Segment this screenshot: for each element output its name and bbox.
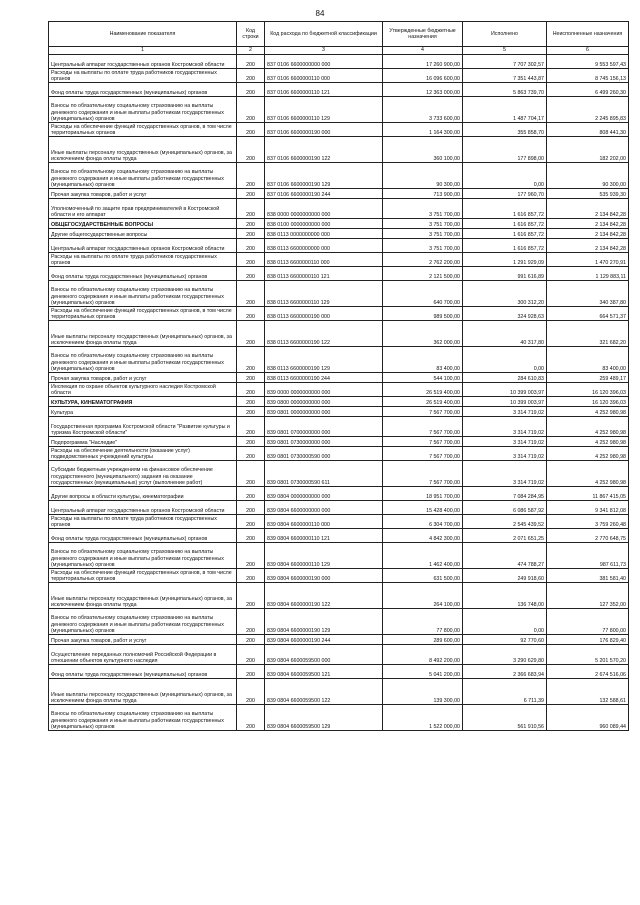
executed-amount: 2 545 439,52 [463, 515, 547, 529]
table-row [49, 163, 629, 189]
approved-amount: 90 300,00 [383, 163, 463, 189]
approved-amount: 631 500,00 [383, 569, 463, 583]
header-executed: Исполнено [463, 22, 547, 47]
line-code: 200 [237, 373, 265, 383]
approved-amount: 3 751 700,00 [383, 199, 463, 219]
classification-code: 839 0800 0000000000 000 [265, 397, 383, 407]
table-row [49, 437, 629, 447]
table-row [49, 417, 629, 437]
executed-amount: 0,00 [463, 609, 547, 635]
classification-code: 839 0801 0730000590 000 [265, 447, 383, 461]
remaining-amount: 4 252 980,98 [547, 417, 629, 437]
remaining-amount: 808 441,30 [547, 123, 629, 137]
approved-amount: 15 428 400,00 [383, 501, 463, 515]
executed-amount: 136 748,00 [463, 583, 547, 609]
indicator-name: Осуществление переданных полномочий Российской Федерации в отношении объектов культурного наследия [49, 645, 237, 665]
classification-code: 839 0804 6600059500 121 [265, 665, 383, 679]
executed-amount: 3 314 719,02 [463, 437, 547, 447]
remaining-amount: 2 134 842,28 [547, 229, 629, 239]
approved-amount: 2 121 500,00 [383, 267, 463, 281]
approved-amount: 362 000,00 [383, 321, 463, 347]
classification-code: 839 0804 6600000110 121 [265, 529, 383, 543]
indicator-name: Центральный аппарат государственных органов Костромской области [49, 239, 237, 253]
table-row [49, 55, 629, 69]
column-number: 2 [237, 47, 265, 55]
indicator-name: Иные выплаты персоналу государственных (муниципальных) органов, за исключением фонда оплаты труда [49, 679, 237, 705]
classification-code: 839 0801 0730000590 611 [265, 461, 383, 487]
line-code: 200 [237, 123, 265, 137]
indicator-name: Фонд оплаты труда государственных (муниципальных) органов [49, 83, 237, 97]
table-row [49, 267, 629, 281]
approved-amount: 139 300,00 [383, 679, 463, 705]
table-row [49, 461, 629, 487]
executed-amount: 10 399 003,97 [463, 397, 547, 407]
approved-amount: 8 492 200,00 [383, 645, 463, 665]
table-row [49, 635, 629, 645]
approved-amount: 264 100,00 [383, 583, 463, 609]
line-code: 200 [237, 321, 265, 347]
indicator-name: Расходы на обеспечение функций государственных органов, в том числе территориальных органов [49, 123, 237, 137]
indicator-name: Расходы на обеспечение функций государственных органов, в том числе территориальных органов [49, 307, 237, 321]
classification-code: 838 0113 6600000110 121 [265, 267, 383, 281]
line-code: 200 [237, 253, 265, 267]
remaining-amount: 4 252 980,98 [547, 407, 629, 417]
indicator-name: Государственная программа Костромской области "Развитие культуры и туризма Костромской области" [49, 417, 237, 437]
executed-amount: 177 960,70 [463, 189, 547, 199]
table-row [49, 281, 629, 307]
remaining-amount: 381 581,40 [547, 569, 629, 583]
approved-amount: 26 519 400,00 [383, 397, 463, 407]
line-code: 200 [237, 239, 265, 253]
table-row [49, 645, 629, 665]
executed-amount: 3 290 629,80 [463, 645, 547, 665]
indicator-name: Расходы на выплаты по оплате труда работников государственных органов [49, 253, 237, 267]
line-code: 200 [237, 487, 265, 501]
executed-amount: 2 366 683,94 [463, 665, 547, 679]
table-row [49, 501, 629, 515]
classification-code: 839 0804 6600059500 000 [265, 645, 383, 665]
line-code: 200 [237, 397, 265, 407]
executed-amount: 324 928,63 [463, 307, 547, 321]
table-row [49, 397, 629, 407]
approved-amount: 289 600,00 [383, 635, 463, 645]
approved-amount: 4 842 300,00 [383, 529, 463, 543]
line-code: 200 [237, 665, 265, 679]
remaining-amount: 340 387,80 [547, 281, 629, 307]
executed-amount: 1 487 704,17 [463, 97, 547, 123]
line-code: 200 [237, 219, 265, 229]
header-row [49, 22, 629, 47]
remaining-amount: 132 588,61 [547, 679, 629, 705]
executed-amount: 7 707 302,57 [463, 55, 547, 69]
line-code: 200 [237, 229, 265, 239]
executed-amount: 355 858,70 [463, 123, 547, 137]
table-row [49, 239, 629, 253]
indicator-name: Инспекция по охране объектов культурного наследия Костромской области [49, 383, 237, 397]
line-code: 200 [237, 635, 265, 645]
table-body [49, 55, 629, 731]
table-row [49, 407, 629, 417]
remaining-amount: 2 245 895,83 [547, 97, 629, 123]
table-row [49, 583, 629, 609]
executed-amount: 7 351 443,87 [463, 69, 547, 83]
line-code: 200 [237, 501, 265, 515]
line-code: 200 [237, 515, 265, 529]
remaining-amount: 259 489,17 [547, 373, 629, 383]
line-code: 200 [237, 163, 265, 189]
remaining-amount: 182 202,00 [547, 137, 629, 163]
remaining-amount: 5 201 570,20 [547, 645, 629, 665]
table-row [49, 189, 629, 199]
column-number: 6 [547, 47, 629, 55]
table-row [49, 373, 629, 383]
executed-amount: 3 314 719,02 [463, 461, 547, 487]
remaining-amount: 2 134 842,28 [547, 199, 629, 219]
executed-amount: 1 616 857,72 [463, 219, 547, 229]
line-code: 200 [237, 69, 265, 83]
line-code: 200 [237, 189, 265, 199]
executed-amount: 7 084 284,95 [463, 487, 547, 501]
indicator-name: КУЛЬТУРА, КИНЕМАТОГРАФИЯ [49, 397, 237, 407]
approved-amount: 360 100,00 [383, 137, 463, 163]
indicator-name: Взносы по обязательному социальному страхованию на выплаты денежного содержания и иные выплаты работникам государственных (муниципальных) органов [49, 347, 237, 373]
line-code: 200 [237, 437, 265, 447]
table-row [49, 307, 629, 321]
remaining-amount: 535 939,30 [547, 189, 629, 199]
remaining-amount: 83 400,00 [547, 347, 629, 373]
classification-code: 837 0106 6600000190 122 [265, 137, 383, 163]
table-row [49, 569, 629, 583]
line-code: 200 [237, 267, 265, 281]
approved-amount: 989 500,00 [383, 307, 463, 321]
line-code: 200 [237, 383, 265, 397]
remaining-amount: 1 470 270,91 [547, 253, 629, 267]
line-code: 200 [237, 583, 265, 609]
approved-amount: 6 304 700,00 [383, 515, 463, 529]
classification-code: 838 0113 6600000190 000 [265, 307, 383, 321]
table-row [49, 487, 629, 501]
indicator-name: Расходы на выплаты по оплате труда работников государственных органов [49, 515, 237, 529]
executed-amount: 6 086 587,92 [463, 501, 547, 515]
line-code: 200 [237, 679, 265, 705]
remaining-amount: 6 499 260,30 [547, 83, 629, 97]
line-code: 200 [237, 447, 265, 461]
indicator-name: Взносы по обязательному социальному страхованию на выплаты денежного содержания и иные выплаты работникам государственных (муниципальных) органов [49, 543, 237, 569]
classification-code: 839 0804 0000000000 000 [265, 487, 383, 501]
line-code: 200 [237, 569, 265, 583]
table-row [49, 97, 629, 123]
table-row [49, 123, 629, 137]
remaining-amount: 3 759 260,48 [547, 515, 629, 529]
indicator-name: Фонд оплаты труда государственных (муниципальных) органов [49, 665, 237, 679]
executed-amount: 284 610,83 [463, 373, 547, 383]
approved-amount: 3 751 700,00 [383, 229, 463, 239]
classification-code: 838 0113 6600000190 244 [265, 373, 383, 383]
classification-code: 837 0106 6600000190 244 [265, 189, 383, 199]
indicator-name: Подпрограмма "Наследие" [49, 437, 237, 447]
table-row [49, 529, 629, 543]
table-row [49, 69, 629, 83]
approved-amount: 3 751 700,00 [383, 239, 463, 253]
indicator-name: Другие вопросы в области культуры, кинематографии [49, 487, 237, 501]
classification-code: 839 0000 0000000000 000 [265, 383, 383, 397]
executed-amount: 1 616 857,72 [463, 239, 547, 253]
header-line-code: Код строки [237, 22, 265, 47]
line-code: 200 [237, 83, 265, 97]
executed-amount: 177 898,00 [463, 137, 547, 163]
executed-amount: 1 616 857,72 [463, 229, 547, 239]
classification-code: 837 0106 6600000000 000 [265, 55, 383, 69]
line-code: 200 [237, 97, 265, 123]
indicator-name: Взносы по обязательному социальному страхованию на выплаты денежного содержания и иные выплаты работникам государственных (муниципальных) органов [49, 281, 237, 307]
indicator-name: Прочая закупка товаров, работ и услуг [49, 373, 237, 383]
indicator-name: ОБЩЕГОСУДАРСТВЕННЫЕ ВОПРОСЫ [49, 219, 237, 229]
table-row [49, 665, 629, 679]
line-code: 200 [237, 137, 265, 163]
executed-amount: 561 910,56 [463, 705, 547, 731]
table-row [49, 705, 629, 731]
remaining-amount: 16 120 396,03 [547, 383, 629, 397]
approved-amount: 7 567 700,00 [383, 461, 463, 487]
line-code: 200 [237, 281, 265, 307]
indicator-name: Центральный аппарат государственных органов Костромской области [49, 501, 237, 515]
executed-amount: 3 314 719,02 [463, 407, 547, 417]
indicator-name: Другие общегосударственные вопросы [49, 229, 237, 239]
approved-amount: 18 951 700,00 [383, 487, 463, 501]
classification-code: 839 0804 6600059500 129 [265, 705, 383, 731]
indicator-name: Расходы на обеспечение деятельности (оказание услуг) подведомственных учреждений культуры [49, 447, 237, 461]
line-code: 200 [237, 347, 265, 373]
approved-amount: 26 519 400,00 [383, 383, 463, 397]
indicator-name: Взносы по обязательному социальному страхованию на выплаты денежного содержания и иные выплаты работникам государственных (муниципальных) органов [49, 97, 237, 123]
remaining-amount: 1 129 883,11 [547, 267, 629, 281]
classification-code: 837 0106 6600000110 129 [265, 97, 383, 123]
executed-amount: 5 863 739,70 [463, 83, 547, 97]
remaining-amount: 77 800,00 [547, 609, 629, 635]
table-row [49, 321, 629, 347]
executed-amount: 991 616,89 [463, 267, 547, 281]
line-code: 200 [237, 417, 265, 437]
executed-amount: 249 918,60 [463, 569, 547, 583]
table-row [49, 253, 629, 267]
indicator-name: Иные выплаты персоналу государственных (муниципальных) органов, за исключением фонда оплаты труда [49, 321, 237, 347]
classification-code: 837 0106 6600000190 000 [265, 123, 383, 137]
remaining-amount: 4 252 980,98 [547, 447, 629, 461]
approved-amount: 7 567 700,00 [383, 437, 463, 447]
line-code: 200 [237, 529, 265, 543]
indicator-name: Иные выплаты персоналу государственных (муниципальных) органов, за исключением фонда оплаты труда [49, 583, 237, 609]
table-row [49, 609, 629, 635]
indicator-name: Иные выплаты персоналу государственных (муниципальных) органов, за исключением фонда оплаты труда [49, 137, 237, 163]
remaining-amount: 11 867 415,05 [547, 487, 629, 501]
approved-amount: 1 522 000,00 [383, 705, 463, 731]
approved-amount: 544 100,00 [383, 373, 463, 383]
remaining-amount: 9 341 812,08 [547, 501, 629, 515]
line-code: 200 [237, 307, 265, 321]
table-row [49, 347, 629, 373]
table-row [49, 383, 629, 397]
remaining-amount: 2 770 648,75 [547, 529, 629, 543]
executed-amount: 0,00 [463, 347, 547, 373]
approved-amount: 2 762 200,00 [383, 253, 463, 267]
classification-code: 839 0804 6600059500 122 [265, 679, 383, 705]
remaining-amount: 960 089,44 [547, 705, 629, 731]
remaining-amount: 176 829,40 [547, 635, 629, 645]
indicator-name: Фонд оплаты труда государственных (муниципальных) органов [49, 529, 237, 543]
classification-code: 838 0113 6600000110 129 [265, 281, 383, 307]
remaining-amount: 2 134 842,28 [547, 219, 629, 229]
executed-amount: 10 399 003,97 [463, 383, 547, 397]
line-code: 200 [237, 645, 265, 665]
remaining-amount: 2 134 842,28 [547, 239, 629, 253]
line-code: 200 [237, 407, 265, 417]
approved-amount: 7 567 700,00 [383, 417, 463, 437]
classification-code: 838 0100 0000000000 000 [265, 219, 383, 229]
table-row [49, 515, 629, 529]
remaining-amount: 664 571,37 [547, 307, 629, 321]
indicator-name: Прочая закупка товаров, работ и услуг [49, 635, 237, 645]
remaining-amount: 4 252 980,98 [547, 437, 629, 447]
executed-amount: 1 291 929,09 [463, 253, 547, 267]
executed-amount: 3 314 719,02 [463, 447, 547, 461]
classification-code: 839 0804 6600000190 244 [265, 635, 383, 645]
approved-amount: 83 400,00 [383, 347, 463, 373]
classification-code: 838 0113 0000000000 000 [265, 229, 383, 239]
classification-code: 838 0113 6600000110 000 [265, 253, 383, 267]
executed-amount: 2 071 651,25 [463, 529, 547, 543]
header-classification: Код расхода по бюджетной классификации [265, 22, 383, 47]
remaining-amount: 8 745 156,13 [547, 69, 629, 83]
approved-amount: 5 041 200,00 [383, 665, 463, 679]
classification-code: 839 0804 6600000110 000 [265, 515, 383, 529]
column-number: 5 [463, 47, 547, 55]
classification-code: 837 0106 6600000110 000 [265, 69, 383, 83]
classification-code: 837 0106 6600000110 121 [265, 83, 383, 97]
approved-amount: 16 096 600,00 [383, 69, 463, 83]
table-row [49, 229, 629, 239]
header-name: Наименование показателя [49, 22, 237, 47]
column-number: 4 [383, 47, 463, 55]
table-row [49, 199, 629, 219]
indicator-name: Фонд оплаты труда государственных (муниципальных) органов [49, 267, 237, 281]
table-row [49, 543, 629, 569]
remaining-amount: 9 553 597,43 [547, 55, 629, 69]
executed-amount: 300 312,20 [463, 281, 547, 307]
approved-amount: 7 567 700,00 [383, 447, 463, 461]
approved-amount: 1 462 400,00 [383, 543, 463, 569]
indicator-name: Уполномоченный по защите прав предпринимателей в Костромской области и его аппарат [49, 199, 237, 219]
budget-execution-table [48, 21, 629, 731]
approved-amount: 713 900,00 [383, 189, 463, 199]
classification-code: 838 0113 6600000190 122 [265, 321, 383, 347]
column-number: 1 [49, 47, 237, 55]
remaining-amount: 90 300,00 [547, 163, 629, 189]
classification-code: 839 0801 0700000000 000 [265, 417, 383, 437]
remaining-amount: 987 611,73 [547, 543, 629, 569]
executed-amount: 3 314 719,02 [463, 417, 547, 437]
indicator-name: Взносы по обязательному социальному страхованию на выплаты денежного содержания и иные выплаты работникам государственных (муниципальных) органов [49, 163, 237, 189]
classification-code: 839 0801 0000000000 000 [265, 407, 383, 417]
line-code: 200 [237, 705, 265, 731]
classification-code: 839 0801 0730000000 000 [265, 437, 383, 447]
classification-code: 837 0106 6600000190 129 [265, 163, 383, 189]
line-code: 200 [237, 199, 265, 219]
indicator-name: Прочая закупка товаров, работ и услуг [49, 189, 237, 199]
indicator-name: Центральный аппарат государственных органов Костромской области [49, 55, 237, 69]
classification-code: 839 0804 6600000190 129 [265, 609, 383, 635]
remaining-amount: 4 252 980,98 [547, 461, 629, 487]
remaining-amount: 2 674 516,06 [547, 665, 629, 679]
table-row [49, 83, 629, 97]
line-code: 200 [237, 55, 265, 69]
line-code: 200 [237, 543, 265, 569]
classification-code: 838 0113 6600000190 129 [265, 347, 383, 373]
executed-amount: 40 317,80 [463, 321, 547, 347]
line-code: 200 [237, 461, 265, 487]
approved-amount: 77 800,00 [383, 609, 463, 635]
classification-code: 839 0804 6600000000 000 [265, 501, 383, 515]
indicator-name: Расходы на обеспечение функций государственных органов, в том числе территориальных органов [49, 569, 237, 583]
page-number: 84 [315, 9, 325, 18]
indicator-name: Взносы по обязательному социальному страхованию на выплаты денежного содержания и иные выплаты работникам государственных (муниципальных) органов [49, 609, 237, 635]
approved-amount: 3 751 700,00 [383, 219, 463, 229]
classification-code: 839 0804 6600000190 122 [265, 583, 383, 609]
approved-amount: 17 260 900,00 [383, 55, 463, 69]
table-row [49, 219, 629, 229]
indicator-name: Субсидии бюджетным учреждениям на финансовое обеспечение государственного (муниципального) задания на оказание государственных (муниципальных) услуг (выполнение работ) [49, 461, 237, 487]
classification-code: 838 0113 6600000000 000 [265, 239, 383, 253]
classification-code: 838 0000 0000000000 000 [265, 199, 383, 219]
header-remaining: Неисполненные назначения [547, 22, 629, 47]
approved-amount: 3 733 600,00 [383, 97, 463, 123]
executed-amount: 474 788,27 [463, 543, 547, 569]
executed-amount: 0,00 [463, 163, 547, 189]
column-number-row [49, 47, 629, 55]
approved-amount: 1 164 300,00 [383, 123, 463, 137]
header-approved: Утвержденные бюджетные назначения [383, 22, 463, 47]
remaining-amount: 127 352,00 [547, 583, 629, 609]
executed-amount: 6 711,39 [463, 679, 547, 705]
approved-amount: 7 567 700,00 [383, 407, 463, 417]
executed-amount: 1 616 857,72 [463, 199, 547, 219]
column-number: 3 [265, 47, 383, 55]
remaining-amount: 16 120 396,03 [547, 397, 629, 407]
indicator-name: Культура [49, 407, 237, 417]
classification-code: 839 0804 6600000190 000 [265, 569, 383, 583]
indicator-name: Взносы по обязательному социальному страхованию на выплаты денежного содержания и иные выплаты работникам государственных (муниципальных) органов [49, 705, 237, 731]
line-code: 200 [237, 609, 265, 635]
indicator-name: Расходы на выплаты по оплате труда работников государственных органов [49, 69, 237, 83]
remaining-amount: 321 682,20 [547, 321, 629, 347]
table-row [49, 447, 629, 461]
approved-amount: 640 700,00 [383, 281, 463, 307]
classification-code: 839 0804 6600000110 129 [265, 543, 383, 569]
table-row [49, 137, 629, 163]
table-row [49, 679, 629, 705]
executed-amount: 92 770,60 [463, 635, 547, 645]
approved-amount: 12 363 000,00 [383, 83, 463, 97]
